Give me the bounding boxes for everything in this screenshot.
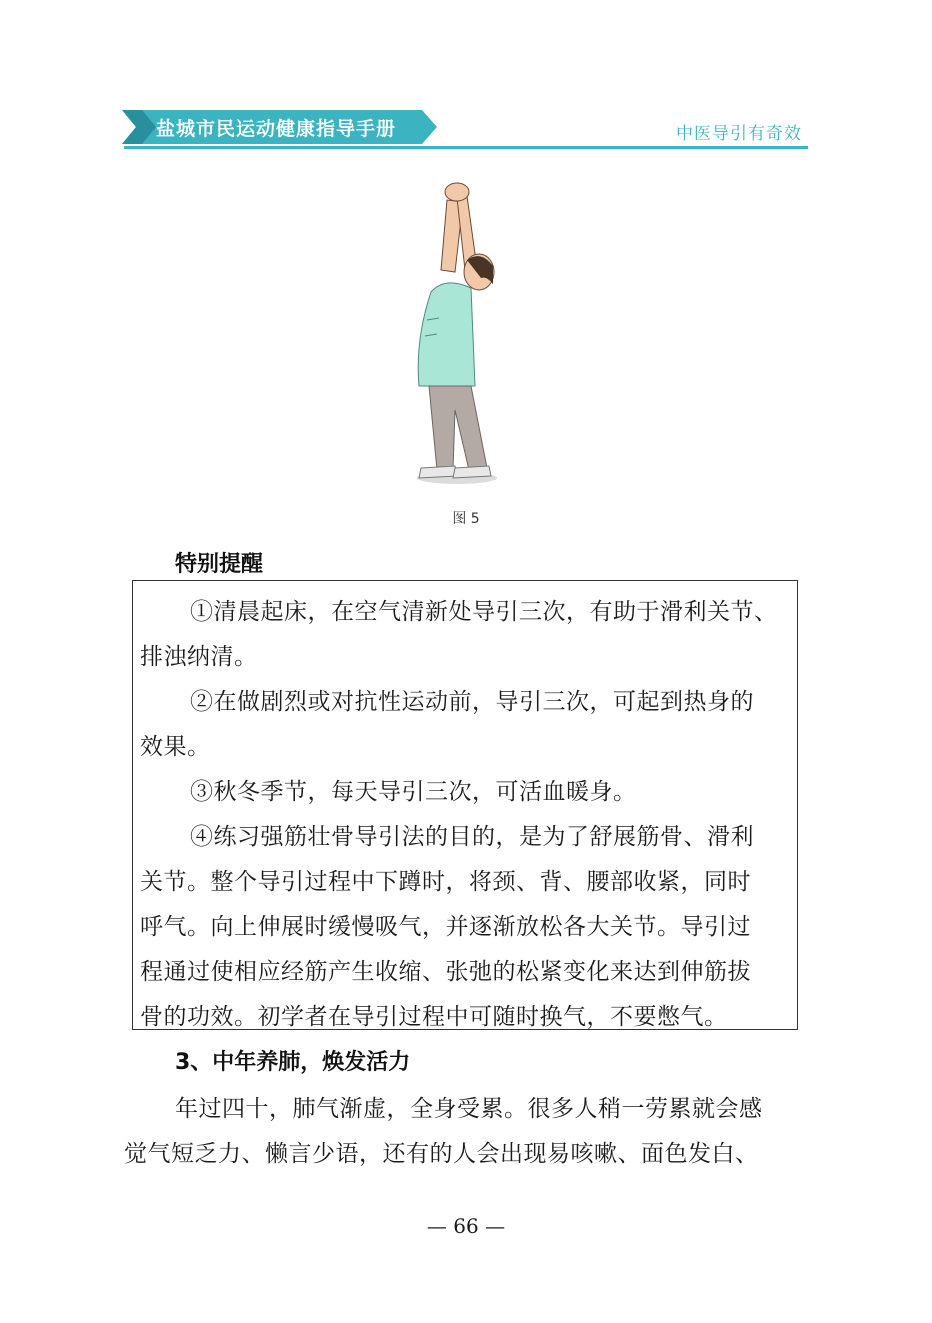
page-number: — 66 — xyxy=(426,1214,506,1238)
reminder-line: 程通过使相应经筋产生收缩、张弛的松紧变化来达到伸筋拔 xyxy=(140,959,751,985)
header-rule xyxy=(124,146,808,149)
body-line: 觉气短乏力、懒言少语，还有的人会出现易咳嗽、面色发白、 xyxy=(124,1141,759,1167)
banner-title: 盐城市民运动健康指导手册 xyxy=(156,118,397,140)
reminder-heading: 特别提醒 xyxy=(175,552,264,577)
header-banner xyxy=(122,110,442,144)
reminder-line: ③秋冬季节，每天导引三次，可活血暖身。 xyxy=(190,779,637,805)
reminder-line: 关节。整个导引过程中下蹲时，将颈、背、腰部收紧，同时 xyxy=(140,869,751,895)
reminder-line: 效果。 xyxy=(140,734,211,760)
body-line: 年过四十，肺气渐虚，全身受累。很多人稍一劳累就会感 xyxy=(175,1096,763,1122)
figure-caption: 图 5 xyxy=(452,511,480,527)
reminder-line: ④练习强筋壮骨导引法的目的，是为了舒展筋骨、滑利 xyxy=(190,824,754,850)
reminder-line: 排浊纳清。 xyxy=(140,644,258,670)
reminder-line: 呼气。向上伸展时缓慢吸气，并逐渐放松各大关节。导引过 xyxy=(140,914,751,940)
section-heading: 3、中年养肺，焕发活力 xyxy=(175,1050,411,1075)
reminder-line: ②在做剧烈或对抗性运动前，导引三次，可起到热身的 xyxy=(190,689,754,715)
reminder-line: 骨的功效。初学者在导引过程中可随时换气，不要憋气。 xyxy=(140,1004,728,1030)
stretching-figure-illustration xyxy=(395,180,535,490)
section-title: 中医导引有奇效 xyxy=(676,124,802,144)
reminder-line: ①清晨起床，在空气清新处导引三次，有助于滑利关节、 xyxy=(190,599,778,625)
